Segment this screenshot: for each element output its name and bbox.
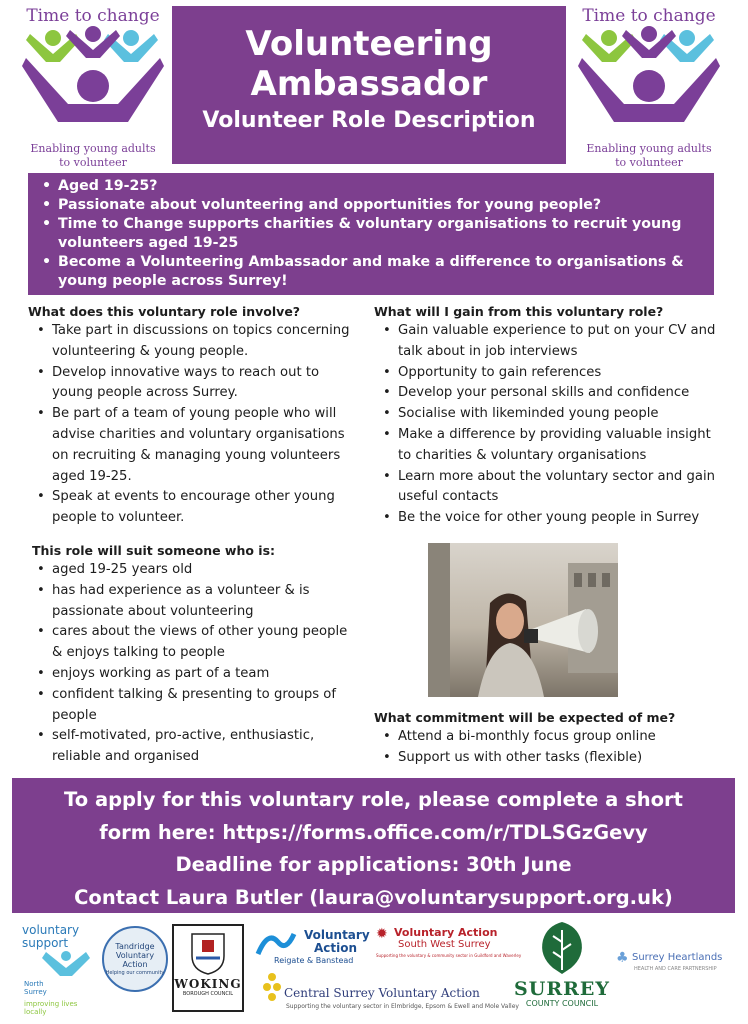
involve-heading: What does this voluntary role involve? [28,304,301,319]
apply-line-4[interactable]: Contact Laura Butler (laura@voluntarysupport.org.uk) [74,885,673,909]
gain-section [374,303,724,529]
logo-tagline-1: Enabling young adults [30,142,156,155]
vs-tagline: improving lives locally [24,1000,78,1016]
involve-section [28,303,364,529]
list-item: • self-motivated, pro-active, enthusiastic, reliable and organised [28,726,348,768]
person-arms-up-icon [36,950,96,984]
tandridge-line-1: Tandridge [115,942,155,951]
vs-title-2: support [22,936,69,950]
list-item: • Gain valuable experience to put on your CV and talk about in job interviews [374,321,724,363]
surrey-heartlands-logo [616,950,740,978]
title-line-3: Volunteer Role Description [202,108,536,133]
intro-item: • Become a Volunteering Ambassador and make a difference to organisations & young people across Surrey! [40,253,704,291]
time-to-change-logo-right [574,6,724,169]
list-item: • confident talking & presenting to groups of people [28,685,348,727]
var-line-1: Voluntary [304,928,370,942]
surrey-sub: COUNTY COUNCIL [525,999,599,1008]
heartlands-title: Surrey Heartlands [632,952,723,963]
heartlands-sub: HEALTH AND CARE PARTNERSHIP [634,966,717,972]
woking-title: WOKING [174,977,242,991]
list-item: • aged 19-25 years old [28,560,348,581]
star-icon: ✹ [376,926,388,942]
list-item: • Be the voice for other young people in Surrey [374,508,724,529]
people-logo-icon [574,26,724,126]
tree-icon: ♣ [616,950,629,966]
list-item: • Be part of a team of young people who will advise charities and voluntary organisations on recruiting & managing young volunteers aged 19-25. [28,404,364,487]
woking-borough-council-logo [172,924,244,1012]
logo-title: Time to change [582,6,716,26]
var-sub: Reigate & Banstead [274,956,354,965]
var-line-2: Action [314,941,358,955]
woking-sub: BOROUGH COUNCIL [182,991,234,997]
suit-section [28,542,348,768]
logo-tagline-2: to volunteer [59,156,127,169]
commitment-heading: What commitment will be expected of me? [374,710,676,725]
title-block [172,6,566,164]
logo-tagline-1: Enabling young adults [586,142,712,155]
vs-sub-1: North [24,980,44,988]
voluntary-action-sw-surrey-logo [376,924,522,962]
list-item: • Make a difference by providing valuable insight to charities & voluntary organisations [374,425,724,467]
vs-sub-2: Surrey [24,988,47,996]
list-item: • Support us with other tasks (flexible) [374,748,724,769]
list-item: • Socialise with likeminded young people [374,404,724,425]
csva-title: Central Surrey Voluntary Action [284,986,480,1000]
voluntary-action-reigate-logo [256,926,368,968]
title-line-2: Ambassador [250,64,488,104]
surrey-title: SURREY [514,978,610,1000]
list-item: • Opportunity to gain references [374,363,724,384]
crest-icon [188,930,228,974]
list-item: • enjoys working as part of a team [28,664,348,685]
people-logo-icon [18,26,168,126]
tandridge-tagline: Helping our community [105,970,165,976]
list-item: • Attend a bi-monthly focus group online [374,727,724,748]
list-item: • Speak at events to encourage other young people to volunteer. [28,487,364,529]
wave-icon [256,928,296,958]
csva-sub: Supporting the voluntary sector in Elmbridge, Epsom & Ewell and Mole Valley [286,1003,519,1010]
list-item: • Learn more about the voluntary sector and gain useful contacts [374,467,724,509]
logo-tagline-2: to volunteer [615,156,683,169]
apply-line-2[interactable]: form here: https://forms.office.com/r/TDLSGzGevy [99,820,648,844]
vasws-line-2: South West Surrey [398,939,491,950]
tandridge-voluntary-action-logo [102,926,168,992]
intro-item: • Passionate about volunteering and opportunities for young people? [40,196,704,215]
intro-box [28,173,714,295]
apply-line-1: To apply for this voluntary role, please complete a short [64,788,683,811]
apply-banner [12,778,735,913]
suit-heading: This role will suit someone who is: [32,543,276,558]
list-item: • Develop innovative ways to reach out to young people across Surrey. [28,363,364,405]
list-item: • has had experience as a volunteer & is passionate about volunteering [28,581,348,623]
intro-item: • Aged 19-25? [40,177,704,196]
time-to-change-logo-left [18,6,168,169]
megaphone-photo [428,543,618,697]
surrey-county-council-logo [510,920,614,1016]
title-line-1: Volunteering [245,24,493,64]
list-item: • Take part in discussions on topics concerning volunteering & young people. [28,321,364,363]
commitment-section [374,709,724,769]
list-item: • cares about the views of other young people & enjoys talking to people [28,622,348,664]
voluntary-support-logo [22,924,98,1014]
oak-leaf-icon [537,920,587,976]
intro-item: • Time to Change supports charities & voluntary organisations to recruit young volunteers aged 19-25 [40,215,704,253]
tandridge-line-3: Action [122,960,148,969]
central-surrey-voluntary-action-logo [262,970,519,1014]
logo-title: Time to change [26,6,160,26]
vs-title-1: voluntary [22,923,80,937]
csva-dots-icon [262,972,282,1002]
gain-heading: What will I gain from this voluntary role? [374,304,664,319]
list-item: • Develop your personal skills and confidence [374,383,724,404]
apply-line-3: Deadline for applications: 30th June [175,853,572,876]
vasws-line-1: Voluntary Action [394,926,498,939]
vasws-sub: Supporting the voluntary & community sector in Guildford and Waverley [376,953,522,958]
tandridge-line-2: Voluntary [115,951,155,960]
